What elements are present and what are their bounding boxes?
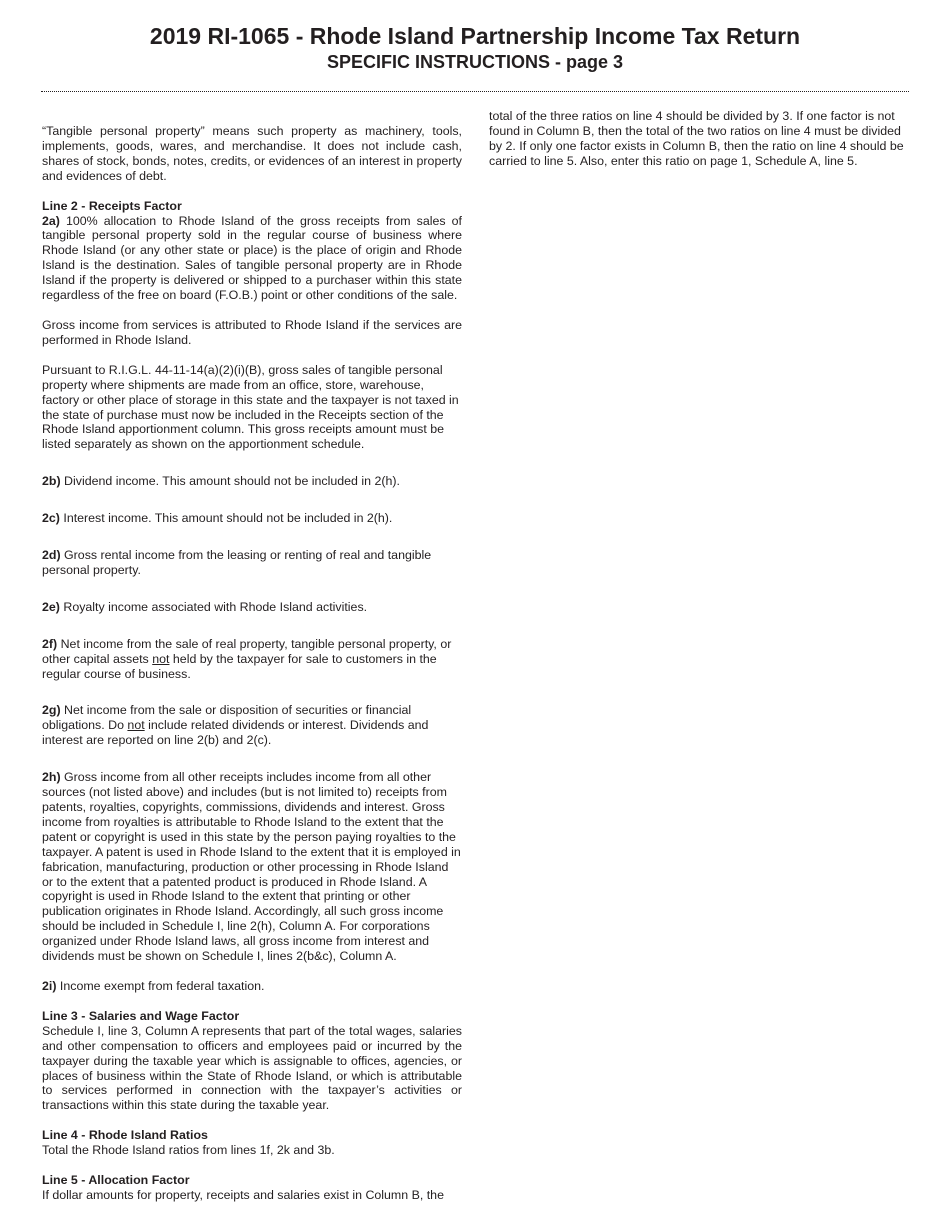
line2a-paragraph bbox=[42, 214, 462, 303]
right-column bbox=[489, 109, 909, 169]
line2g-text-post: include related dividends or interest. Dividends and interest are reported on line 2(b) and 2(c). bbox=[42, 718, 429, 748]
line2g-paragraph bbox=[42, 703, 462, 748]
line2f-label: 2f) bbox=[42, 636, 58, 651]
line3-heading: Line 3 - Salaries and Wage Factor bbox=[42, 1008, 240, 1023]
line2i-text: Income exempt from federal taxation. bbox=[59, 978, 265, 993]
line3-text: Schedule I, line 3, Column A represents that part of the total wages, salaries and other compensation to officers and employees paid or incurred by the taxpayer during the taxable year which is assignable to offices, agencies, or places of business within the State of Rhode Island, or which is attributable to services performed in connection with the taxpayer’s activities or transactions within this state during the taxable year. bbox=[42, 1023, 462, 1113]
line5-heading: Line 5 - Allocation Factor bbox=[42, 1173, 190, 1188]
page-header bbox=[0, 22, 950, 73]
line4-text: Total the Rhode Island ratios from lines 1f, 2k and 3b. bbox=[42, 1143, 335, 1158]
left-column bbox=[42, 124, 462, 1203]
line5-text: If dollar amounts for property, receipts and salaries exist in Column B, the bbox=[42, 1187, 444, 1202]
line2f-text-pre: Net income from the sale of real property, tangible personal property, or other capital assets bbox=[42, 636, 452, 666]
line2b-text: Dividend income. This amount should not be included in 2(h). bbox=[64, 474, 400, 489]
line2g-not: not bbox=[127, 718, 145, 733]
line4-heading: Line 4 - Rhode Island Ratios bbox=[42, 1128, 208, 1143]
line2b-paragraph bbox=[42, 474, 462, 489]
line2i-paragraph bbox=[42, 979, 462, 994]
services-paragraph: Gross income from services is attributed to Rhode Island if the services are performed in Rhode Island. bbox=[42, 317, 462, 347]
page-subtitle: SPECIFIC INSTRUCTIONS - page 3 bbox=[326, 52, 624, 72]
line2d-text: Gross rental income from the leasing or renting of real and tangible personal property. bbox=[42, 548, 432, 577]
line2e-label: 2e) bbox=[42, 599, 60, 614]
line2h-text: Gross income from all other receipts includes income from all other sources (not listed above) and includes (but is not limited to) receipts from patents, royalties, copyrights, commissions, dividends and interest. Gross income from royalties is attributable to Rhode Island to the extent that the patent or copyright is used in this state by the person paying royalties to the taxpayer. A patent is used in Rhode Island to the extent that it is employed in fabrication, manufacturing, production or other processing in Rhode Island or to the extent that a patented product is produced in Rhode Island. A copyright is used in Rhode Island to the extent that printing or other publication originates in Rhode Island. Accordingly, all such gross income should be included in Schedule I, line 2(h), Column A. For corporations organized under Rhode Island laws, all gross income from interest and dividends must be shown on Schedule I, lines 2(b&c), Column A. bbox=[42, 770, 461, 964]
line2d-paragraph bbox=[42, 548, 462, 578]
line2a-label: 2a) bbox=[42, 213, 60, 228]
line5-continuation: total of the three ratios on line 4 should be divided by 3. If one factor is not found in Column B, then the total of the two ratios on line 4 must be divided by 2. If only one factor exists in Column B, then the ratio on line 4 should be carried to line 5. Also, enter this ratio on page 1, Schedule A, line 5. bbox=[489, 109, 904, 168]
pursuant-paragraph: Pursuant to R.I.G.L. 44-11-14(a)(2)(i)(B), gross sales of tangible personal property where shipments are made from an office, store, warehouse, factory or other place of storage in this state and the taxpayer is not taxed in the state of purchase must now be included in the Receipts section of the Rhode Island apportionment column. This gross receipts amount must be listed separately as shown on the apportionment schedule. bbox=[42, 362, 459, 452]
line2f-text-post: held by the taxpayer for sale to customers in the regular course of business. bbox=[42, 651, 437, 681]
line2c-paragraph bbox=[42, 511, 462, 526]
line2g-text-pre: Net income from the sale or disposition of securities or financial obligations. Do bbox=[42, 703, 412, 733]
line2e-paragraph bbox=[42, 600, 462, 615]
tangible-property-definition: “Tangible personal property” means such property as machinery, tools, implements, goods, wares, and merchandise. It does not include cash, shares of stock, bonds, notes, credits, or evidences of an interest in property and evidences of debt. bbox=[42, 124, 462, 183]
dotted-divider bbox=[41, 91, 909, 92]
page-title: 2019 RI-1065 - Rhode Island Partnership Income Tax Return bbox=[149, 23, 801, 49]
line2f-not: not bbox=[152, 651, 170, 666]
line2g-label: 2g) bbox=[42, 703, 61, 718]
line2d-label: 2d) bbox=[42, 548, 61, 563]
line2-heading: Line 2 - Receipts Factor bbox=[42, 198, 182, 213]
line2c-label: 2c) bbox=[42, 511, 60, 526]
line2h-paragraph bbox=[42, 770, 462, 964]
line2b-label: 2b) bbox=[42, 474, 61, 489]
line2a-text: 100% allocation to Rhode Island of the gross receipts from sales of tangible personal property sold in the regular course of business where Rhode Island (or any other state or place) is the place of origin and Rhode Island is the destination. Sales of tangible personal property are in Rhode Island if the property is delivered or shipped to a purchaser within this state regardless of the free on board (F.O.B.) point or other conditions of the sale. bbox=[42, 213, 462, 303]
line2c-text: Interest income. This amount should not be included in 2(h). bbox=[63, 511, 393, 526]
line2h-label: 2h) bbox=[42, 770, 61, 785]
line2i-label: 2i) bbox=[42, 978, 57, 993]
line2e-text: Royalty income associated with Rhode Island activities. bbox=[63, 599, 368, 614]
line2f-paragraph bbox=[42, 637, 462, 682]
